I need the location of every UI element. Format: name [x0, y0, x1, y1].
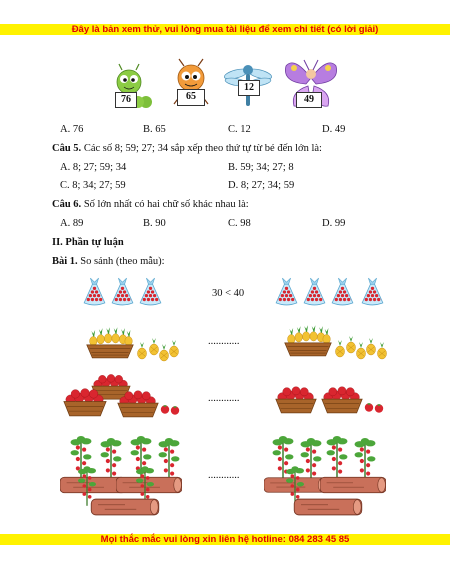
tomato-bag-icon-group-left: [82, 276, 168, 313]
q4-option-d[interactable]: D. 49: [322, 124, 346, 135]
butterfly-number-card: 49: [296, 92, 322, 108]
compare-row-4[interactable]: ............: [208, 470, 240, 481]
compare-row-3[interactable]: ............: [208, 393, 240, 404]
hotline-banner: Mọi thắc mắc vui lòng xin liên hệ hotline: 084 283 45 85: [0, 534, 450, 545]
q4-option-c[interactable]: C. 12: [228, 124, 251, 135]
q6-option-d[interactable]: D. 99: [322, 218, 346, 229]
tomato-plant-icon-group-left: [60, 436, 190, 523]
exercise-1-text: So sánh (theo mẫu):: [80, 256, 165, 267]
question-6-text: Số lớn nhất có hai chữ số khác nhau là:: [83, 199, 249, 210]
q5-option-d[interactable]: D. 8; 27; 34; 59: [228, 180, 295, 191]
tomato-bag-icon-group-right: [274, 276, 390, 313]
question-6: [52, 199, 249, 210]
section-title: II. Phần tự luận: [52, 237, 124, 248]
q5-option-b[interactable]: B. 59; 34; 27; 8: [228, 162, 294, 173]
q5-option-a[interactable]: A. 8; 27; 59; 34: [60, 162, 127, 173]
tomato-basket-icon-group-right: [274, 380, 394, 425]
question-5-label: Câu 5.: [52, 143, 82, 154]
question-5-text: Các số 8; 59; 27; 34 sắp xếp theo thứ tự từ bé đến lớn là:: [83, 143, 322, 154]
q6-option-c[interactable]: C. 98: [228, 218, 251, 229]
pineapple-basket-icon-group-right: [282, 322, 392, 369]
exercise-1-label: Bài 1.: [52, 256, 78, 267]
q4-option-b[interactable]: B. 65: [143, 124, 166, 135]
exercise-1: [52, 256, 165, 267]
tomato-plant-icon-group-right: [264, 436, 394, 523]
q4-option-a[interactable]: A. 76: [60, 124, 84, 135]
pineapple-basket-icon-group-left: [84, 324, 184, 369]
dragonfly-number-card: 12: [238, 80, 260, 96]
question-6-label: Câu 6.: [52, 199, 82, 210]
caterpillar-number-card: 76: [115, 92, 137, 108]
ant-number-card: 65: [177, 89, 205, 106]
question-5: [52, 143, 322, 154]
q5-option-c[interactable]: C. 8; 34; 27; 59: [60, 180, 126, 191]
q6-option-b[interactable]: B. 90: [143, 218, 166, 229]
compare-row-1: 30 < 40: [212, 288, 245, 299]
tomato-basket-icon-group-left: [62, 374, 192, 429]
preview-banner: Đây là bản xem thử, vui lòng mua tài liệu để xem chi tiết (có lời giải): [0, 24, 450, 35]
q6-option-a[interactable]: A. 89: [60, 218, 84, 229]
compare-row-2[interactable]: ............: [208, 336, 240, 347]
